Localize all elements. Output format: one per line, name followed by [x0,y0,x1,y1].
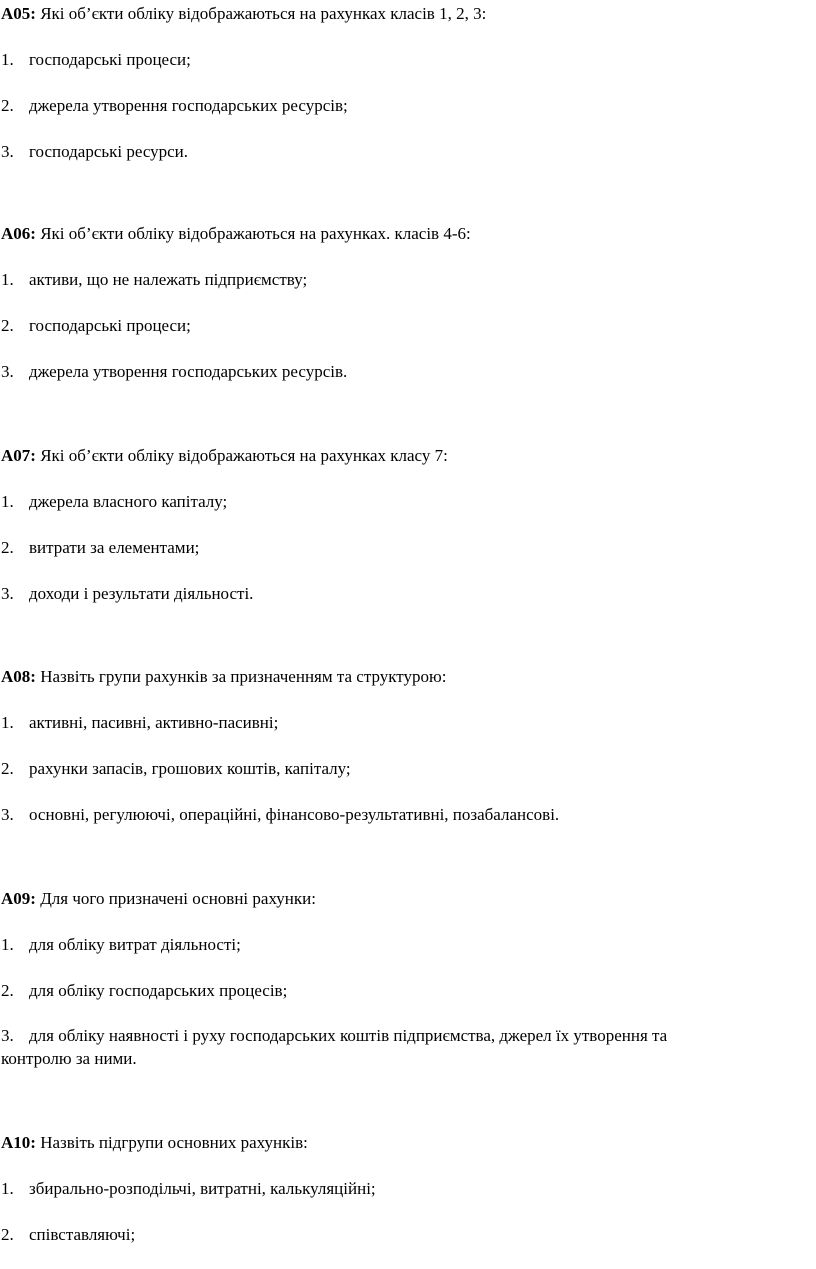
option-text: господарські процеси; [29,316,191,335]
option-number: 3. [1,362,14,381]
answer-option [1,935,801,955]
question-text: Які об’єкти обліку відображаються на рахунках. класів 4-6: [40,224,471,243]
option-text: основні, регулюючі, операційні, фінансово-результативні, позабалансові. [29,805,560,824]
answer-option [1,96,801,116]
option-text: джерела власного капіталу; [29,492,228,511]
answer-option [1,759,801,779]
option-text: активні, пасивні, активно-пасивні; [29,713,279,732]
question-title [1,224,801,244]
option-number: 3. [1,142,14,161]
option-number: 1. [1,50,14,69]
option-text: джерела утворення господарських ресурсів. [29,362,348,381]
question-a07 [1,446,801,604]
option-text: джерела утворення господарських ресурсів; [29,96,348,115]
option-number: 3. [1,584,14,603]
question-code: A06: [1,224,36,243]
option-number: 2. [1,759,14,778]
question-text: Які об’єкти обліку відображаються на рахунках класу 7: [40,446,448,465]
question-a09 [1,889,801,1070]
option-text-continuation: контролю за ними. [1,1049,137,1068]
question-a05 [1,4,801,162]
question-code: A08: [1,667,36,686]
answer-option [1,316,801,336]
option-number: 1. [1,935,14,954]
option-number: 1. [1,270,14,289]
option-text: активи, що не належать підприємству; [29,270,308,289]
question-text: Для чого призначені основні рахунки: [40,889,316,908]
option-text: господарські процеси; [29,50,191,69]
option-text: витрати за елементами; [29,538,200,557]
question-code: A07: [1,446,36,465]
answer-option [1,1179,801,1199]
answer-option [1,50,801,70]
answer-option [1,362,801,382]
answer-option [1,142,801,162]
answer-option [1,270,801,290]
question-title [1,889,801,909]
option-number: 3. [1,805,14,824]
option-text: для обліку наявності і руху господарських коштів підприємства, джерел їх утворення та [29,1026,668,1045]
question-text: Назвіть групи рахунків за призначенням та структурою: [40,667,447,686]
question-a10 [1,1133,801,1245]
option-number: 3. [1,1026,14,1045]
option-number: 1. [1,1179,14,1198]
option-text: господарські ресурси. [29,142,189,161]
answer-option [1,538,801,558]
question-title [1,667,801,687]
answer-option [1,981,801,1001]
answer-option [1,805,801,825]
option-text: збирально-розподільчі, витратні, калькуляційні; [29,1179,376,1198]
question-a08 [1,667,801,825]
option-number: 2. [1,538,14,557]
option-text: рахунки запасів, грошових коштів, капіталу; [29,759,351,778]
option-text: для обліку витрат діяльності; [29,935,241,954]
option-number: 2. [1,96,14,115]
option-number: 2. [1,316,14,335]
option-text: співставляючі; [29,1225,136,1244]
option-number: 2. [1,1225,14,1244]
question-code: A05: [1,4,36,23]
answer-option [1,1225,801,1245]
answer-option [1,492,801,512]
question-title [1,4,801,24]
option-number: 2. [1,981,14,1000]
question-text: Назвіть підгрупи основних рахунків: [40,1133,308,1152]
option-text: для обліку господарських процесів; [29,981,288,1000]
question-title [1,446,801,466]
option-number: 1. [1,492,14,511]
question-code: A10: [1,1133,36,1152]
question-text: Які об’єкти обліку відображаються на рахунках класів 1, 2, 3: [40,4,487,23]
answer-option [1,713,801,733]
answer-option [1,584,801,604]
question-a06 [1,224,801,382]
answer-option [1,1024,801,1070]
option-text: доходи і результати діяльності. [29,584,254,603]
question-title [1,1133,801,1153]
question-code: A09: [1,889,36,908]
option-number: 1. [1,713,14,732]
